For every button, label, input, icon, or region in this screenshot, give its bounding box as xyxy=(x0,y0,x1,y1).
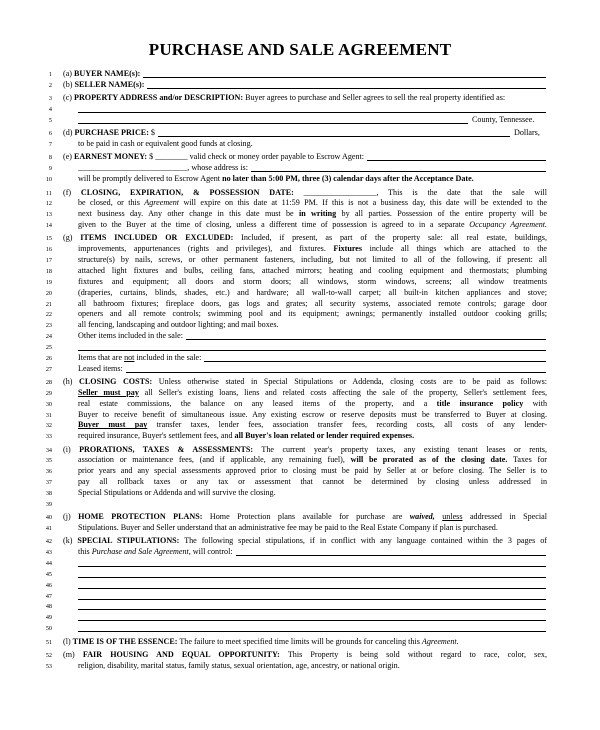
line-number: 19 xyxy=(45,278,52,286)
line-42 xyxy=(0,536,600,546)
text-run: improvements, appurtenances (rights and privileges), and fixtures. xyxy=(78,244,334,254)
text-run: EARNEST MONEY: xyxy=(74,152,148,162)
text-run: FAIR HOUSING AND EQUAL OPPORTUNITY: xyxy=(82,649,280,659)
blank-line[interactable] xyxy=(78,620,546,621)
line-49 xyxy=(0,612,600,622)
text-run: not xyxy=(124,352,135,362)
text-run: Fixtures xyxy=(333,244,363,254)
line-18 xyxy=(0,266,600,276)
text-run: CLOSING, EXPIRATION, & POSSESSION DATE: xyxy=(80,187,294,197)
line-44 xyxy=(0,558,600,568)
text-run: unless xyxy=(442,512,463,522)
fill-in-line[interactable] xyxy=(147,88,546,89)
line-16 xyxy=(0,244,600,254)
line-11 xyxy=(0,188,600,198)
text-run: next business day. Any other change in this date must be xyxy=(78,209,299,219)
line-number: 33 xyxy=(45,433,52,441)
text-run: The current year's property taxes, any existing tenant leases or rents, xyxy=(253,444,547,454)
line-number: 40 xyxy=(45,514,52,522)
line-number: 30 xyxy=(45,400,52,408)
line-text xyxy=(63,512,547,522)
line-38 xyxy=(0,488,600,498)
line-7 xyxy=(0,139,600,149)
blank-line[interactable] xyxy=(78,577,546,578)
line-3 xyxy=(0,93,600,103)
line-number: 22 xyxy=(45,311,52,319)
text-run: (g) xyxy=(63,233,81,243)
line-text xyxy=(78,244,547,254)
line-28 xyxy=(0,377,600,387)
text-run: all Buyer's loan related or lender required expenses. xyxy=(234,431,415,441)
line-text xyxy=(78,477,547,487)
line-number: 43 xyxy=(45,549,52,557)
line-12 xyxy=(0,198,600,208)
line-34 xyxy=(0,445,600,455)
text-run: Agreement. xyxy=(421,636,459,646)
text-run: (d) xyxy=(63,128,75,138)
line-text xyxy=(78,420,547,430)
text-run: Seller must pay xyxy=(78,387,139,397)
fill-in-line[interactable] xyxy=(251,171,546,172)
text-run: HOME PROTECTION PLANS: xyxy=(78,512,203,522)
line-number: 6 xyxy=(48,130,52,138)
line-number: 20 xyxy=(45,289,52,297)
fill-in-line[interactable] xyxy=(367,160,546,161)
line-number: 28 xyxy=(45,378,52,386)
line-text xyxy=(78,661,547,671)
text-run: Other items included in the sale: xyxy=(78,331,183,341)
text-run: openers and all remote controls; swimming pool and its equipment; awnings; permanently installed outdoor cooking grills; xyxy=(78,309,547,319)
line-36 xyxy=(0,466,600,476)
line-text xyxy=(78,277,547,287)
blank-line[interactable] xyxy=(78,112,546,113)
text-run: association or maintenance fees, (and if applicable, any remaining fuel), xyxy=(78,455,351,465)
text-run: this xyxy=(78,547,92,557)
text-run: __________________, This is the date that the sale will xyxy=(293,187,547,197)
page-title: PURCHASE AND SALE AGREEMENT xyxy=(148,40,452,59)
text-run: no later than 5:00 PM, three (3) calendar days after the Acceptance Date. xyxy=(222,174,474,184)
line-text xyxy=(63,536,547,546)
line-number: 8 xyxy=(48,154,52,162)
line-number: 17 xyxy=(45,257,52,265)
line-text xyxy=(78,488,547,498)
line-text xyxy=(78,220,547,230)
text-run: (j) xyxy=(63,512,79,522)
text-run: title insurance policy xyxy=(436,398,524,408)
line-number: 37 xyxy=(45,479,52,487)
text-run: (a) xyxy=(63,69,75,78)
line-number: 15 xyxy=(45,235,52,243)
text-run: (f) xyxy=(63,187,81,197)
line-number: 31 xyxy=(45,411,52,419)
line-number: 41 xyxy=(45,525,52,532)
line-number: 1 xyxy=(48,71,52,78)
line-text xyxy=(78,299,547,309)
fill-in-line[interactable] xyxy=(143,77,546,78)
line-number: 50 xyxy=(45,625,52,633)
line-number: 29 xyxy=(45,389,52,397)
text-run: The following special stipulations, if in conflict with any language contained within the 3 pages of xyxy=(179,536,547,546)
text-run: Buyer must pay xyxy=(78,420,148,430)
line-text xyxy=(78,209,547,219)
text-run: with xyxy=(523,398,547,408)
text-run: (h) xyxy=(63,376,80,386)
text-run: SPECIAL STIPULATIONS: xyxy=(77,536,180,546)
line-text xyxy=(78,388,547,398)
line-number: 49 xyxy=(45,614,52,622)
blank-line[interactable] xyxy=(78,631,546,632)
text-run: Unless otherwise stated in Special Stipulations or Addenda, closing costs are to be paid as follows: xyxy=(152,376,547,386)
text-run: $ ________ valid check or money order payable to Escrow Agent: xyxy=(147,152,365,162)
line-43 xyxy=(0,547,600,557)
text-run: Purchase and Sale Agreement xyxy=(91,547,189,557)
text-run: TIME IS OF THE ESSENCE: xyxy=(72,636,178,646)
line-number: 26 xyxy=(45,354,52,362)
line-text xyxy=(78,288,547,298)
line-text xyxy=(63,93,547,103)
text-run: Taxes for xyxy=(507,455,547,465)
line-text xyxy=(63,637,547,647)
text-run: Leased items: xyxy=(78,363,123,373)
line-10 xyxy=(0,174,600,184)
text-run: transfer taxes, lender fees, association transfer fees, recording costs, all costs of any lender- xyxy=(147,420,547,430)
text-run: Special Stipulations or Addenda and will survive the closing. xyxy=(78,487,276,497)
line-number: 44 xyxy=(45,560,52,568)
line-text xyxy=(78,466,547,476)
text-run: (c) xyxy=(63,93,75,103)
line-text xyxy=(78,266,547,276)
text-run: This Property is being sold without regard to race, color, sex, xyxy=(279,649,547,659)
text-run: include all things which are attached to the xyxy=(362,244,547,254)
line-text xyxy=(78,139,547,149)
line-text xyxy=(78,399,547,409)
line-number: 10 xyxy=(45,176,52,184)
line-13 xyxy=(0,209,600,219)
text-run: $ xyxy=(148,128,155,138)
line-number: 25 xyxy=(45,343,52,351)
line-number: 12 xyxy=(45,200,52,208)
text-run: real estate commissions, the balance on any leased items of the property, and a xyxy=(78,398,437,408)
text-run: all bathroom fixtures; fireplace doors, gas logs and grates; all security systems, associated remote controls; garage door xyxy=(78,298,547,308)
text-run: ___________________________, whose address is: xyxy=(78,163,248,173)
text-run: Buyer to receive benefit of simultaneous issue. Any existing escrow or reserve deposits must be transferred to Buyer at closing. xyxy=(78,409,547,419)
text-run: PROPERTY ADDRESS and/or DESCRIPTION: xyxy=(74,93,244,103)
line-number: 34 xyxy=(45,446,52,454)
line-text xyxy=(63,188,547,198)
text-run: (k) xyxy=(63,536,78,546)
text-run: ITEMS INCLUDED OR EXCLUDED: xyxy=(80,233,234,243)
text-run: in writing xyxy=(298,209,337,219)
line-22 xyxy=(0,309,600,319)
line-27 xyxy=(0,364,600,374)
text-run: structure(s) by nails, screws, or other permanent fasteners, including, but not limited to all of the following, if present: all xyxy=(78,255,547,265)
line-24 xyxy=(0,331,600,341)
text-run: (m) xyxy=(63,649,83,659)
line-number: 47 xyxy=(45,592,52,600)
line-text xyxy=(63,650,547,660)
line-text xyxy=(78,410,547,420)
text-run: waived, xyxy=(409,512,435,522)
line-number: 52 xyxy=(45,651,52,659)
line-50 xyxy=(0,623,600,633)
line-number: 35 xyxy=(45,457,52,465)
line-text xyxy=(78,523,547,533)
text-run: will be prorated as of the closing date. xyxy=(350,455,508,465)
text-run: pay all rollback taxes or any tax or assessment that cannot be determined by closing unless addressed in xyxy=(78,477,547,487)
text-run: will expire on this date at 11:59 PM. If this is not a business day, this date will be extended to the xyxy=(179,198,547,208)
text-run: attached light fixtures and bulbs, ceiling fans, attached mirrors; heating and cooling equipment and thermostats; plumbing xyxy=(78,265,547,275)
line-20 xyxy=(0,288,600,298)
line-number: 21 xyxy=(45,300,52,308)
text-run: required insurance, Buyer's settlement fees, and xyxy=(78,431,235,441)
line-53 xyxy=(0,661,600,671)
text-run: fixtures and equipment; all doors and storm doors; all windows, storm windows, screens; all window treatments xyxy=(78,276,547,286)
line-2 xyxy=(0,80,600,90)
line-tail-text: Dollars, xyxy=(514,128,540,138)
line-number: 42 xyxy=(45,538,52,546)
line-text xyxy=(63,377,547,387)
line-text xyxy=(63,445,547,455)
line-text xyxy=(78,431,547,441)
text-run: (l) xyxy=(63,636,73,646)
text-run: Stipulations. Buyer and Seller understand that an administrative fee may be paid to the Real Estate Company if plan is purchased. xyxy=(78,523,498,532)
line-text xyxy=(78,174,547,184)
line-26 xyxy=(0,353,600,363)
text-run: (e) xyxy=(63,152,75,162)
line-number: 16 xyxy=(45,246,52,254)
blank-line[interactable] xyxy=(78,350,546,351)
line-35 xyxy=(0,455,600,465)
blank-line[interactable] xyxy=(78,123,468,124)
text-run: included in the sale: xyxy=(134,352,202,362)
line-text xyxy=(78,455,547,465)
text-run: Buyer agrees to purchase and Seller agrees to sell the real property identified as: xyxy=(243,93,506,103)
fill-in-line[interactable] xyxy=(158,136,510,137)
line-37 xyxy=(0,477,600,487)
line-51 xyxy=(0,637,600,647)
text-run: all Seller's existing loans, liens and related costs affecting the sale of the property, Seller's settlement fees, xyxy=(138,387,547,397)
text-run: BUYER NAME(s): xyxy=(74,69,141,78)
text-run: (draperies, curtains, blinds, shades, etc.) and hardware; all wall-to-wall carpet; all built-in kitchen appliances and stove; xyxy=(78,287,547,297)
line-8 xyxy=(0,152,600,162)
line-41 xyxy=(0,523,600,533)
text-run: Items that are xyxy=(78,352,125,362)
line-number: 51 xyxy=(45,638,52,646)
text-run: Occupancy Agreement. xyxy=(469,220,547,230)
line-number: 24 xyxy=(45,333,52,341)
fill-in-line[interactable] xyxy=(236,555,546,556)
line-tail-text: County, Tennessee. xyxy=(472,114,535,124)
text-run: to be paid in cash or equivalent good funds at closing. xyxy=(78,139,253,149)
line-46 xyxy=(0,580,600,590)
line-text xyxy=(78,255,547,265)
blank-line[interactable] xyxy=(78,609,546,610)
line-29 xyxy=(0,388,600,398)
text-run: The failure to meet specified time limits will be grounds for canceling this xyxy=(177,636,422,646)
line-14 xyxy=(0,220,600,230)
line-number: 11 xyxy=(46,189,52,197)
text-run: be closed, or this xyxy=(78,198,145,208)
text-run: PRORATIONS, TAXES & ASSESSMENTS: xyxy=(79,444,254,454)
line-number: 53 xyxy=(45,662,52,670)
text-run: will be promptly delivered to Escrow Agent xyxy=(78,174,223,184)
text-run: (i) xyxy=(63,444,80,454)
line-number: 9 xyxy=(48,165,52,173)
text-run: , will control: xyxy=(188,547,233,557)
line-number: 14 xyxy=(45,222,52,230)
line-5 xyxy=(0,115,600,125)
line-15 xyxy=(0,233,600,243)
text-run: (b) xyxy=(63,79,75,89)
line-number: 23 xyxy=(45,322,52,330)
line-number: 48 xyxy=(45,603,52,611)
text-run: CLOSING COSTS: xyxy=(79,376,153,386)
line-number: 27 xyxy=(45,365,52,373)
line-number: 13 xyxy=(45,211,52,219)
line-32 xyxy=(0,420,600,430)
text-run: Included, if present, as part of the property sale: all real estate, buildings, xyxy=(233,233,547,243)
blank-line[interactable] xyxy=(78,566,546,567)
line-17 xyxy=(0,255,600,265)
line-23 xyxy=(0,320,600,330)
line-number: 38 xyxy=(45,489,52,497)
line-52 xyxy=(0,650,600,660)
line-number: 2 xyxy=(48,81,52,89)
line-number: 32 xyxy=(45,422,52,430)
fill-in-line[interactable] xyxy=(186,339,546,340)
line-47 xyxy=(0,591,600,601)
line-39 xyxy=(0,499,600,509)
line-text xyxy=(78,320,547,330)
line-25 xyxy=(0,342,600,352)
line-text xyxy=(63,233,547,243)
line-number: 5 xyxy=(48,116,52,124)
line-number: 18 xyxy=(45,267,52,275)
line-number: 46 xyxy=(45,581,52,589)
fill-in-line[interactable] xyxy=(204,361,546,362)
line-number: 4 xyxy=(48,106,52,114)
line-1 xyxy=(0,69,600,79)
line-21 xyxy=(0,299,600,309)
text-run: addressed in Special xyxy=(462,512,547,522)
text-run: Agreement xyxy=(144,198,180,208)
line-number: 7 xyxy=(48,141,52,149)
line-19 xyxy=(0,277,600,287)
line-number: 45 xyxy=(45,570,52,578)
blank-line[interactable] xyxy=(78,599,546,600)
text-run: PURCHASE PRICE: xyxy=(74,128,149,138)
text-run: religion, disability, marital status, family status, sexual orientation, age, ancestry, or national origin. xyxy=(78,660,400,670)
text-run: Home Protection plans available for purchase are xyxy=(202,512,410,522)
fill-in-line[interactable] xyxy=(126,372,546,373)
text-run: by all parties. Possession of the entire property will be xyxy=(336,209,547,219)
line-9 xyxy=(0,163,600,173)
line-number: 39 xyxy=(45,500,52,508)
line-text xyxy=(78,309,547,319)
line-6 xyxy=(0,128,600,138)
line-40 xyxy=(0,512,600,522)
line-33 xyxy=(0,431,600,441)
text-run: prior years and any special assessments approved prior to closing must be paid by Seller at or before closing. The Seller is to xyxy=(78,466,547,476)
line-48 xyxy=(0,601,600,611)
text-run: SELLER NAME(s): xyxy=(74,79,145,89)
line-number: 36 xyxy=(45,468,52,476)
line-number: 3 xyxy=(48,95,52,103)
line-4 xyxy=(0,104,600,114)
line-30 xyxy=(0,399,600,409)
line-text xyxy=(78,198,547,208)
text-run: all fencing, landscaping and outdoor lighting; and mail boxes. xyxy=(78,320,279,330)
text-run: given to the Buyer at the time of closing, unless a different time of possession is agreed to in a separate xyxy=(78,220,470,230)
line-45 xyxy=(0,569,600,579)
line-31 xyxy=(0,410,600,420)
blank-line[interactable] xyxy=(78,588,546,589)
